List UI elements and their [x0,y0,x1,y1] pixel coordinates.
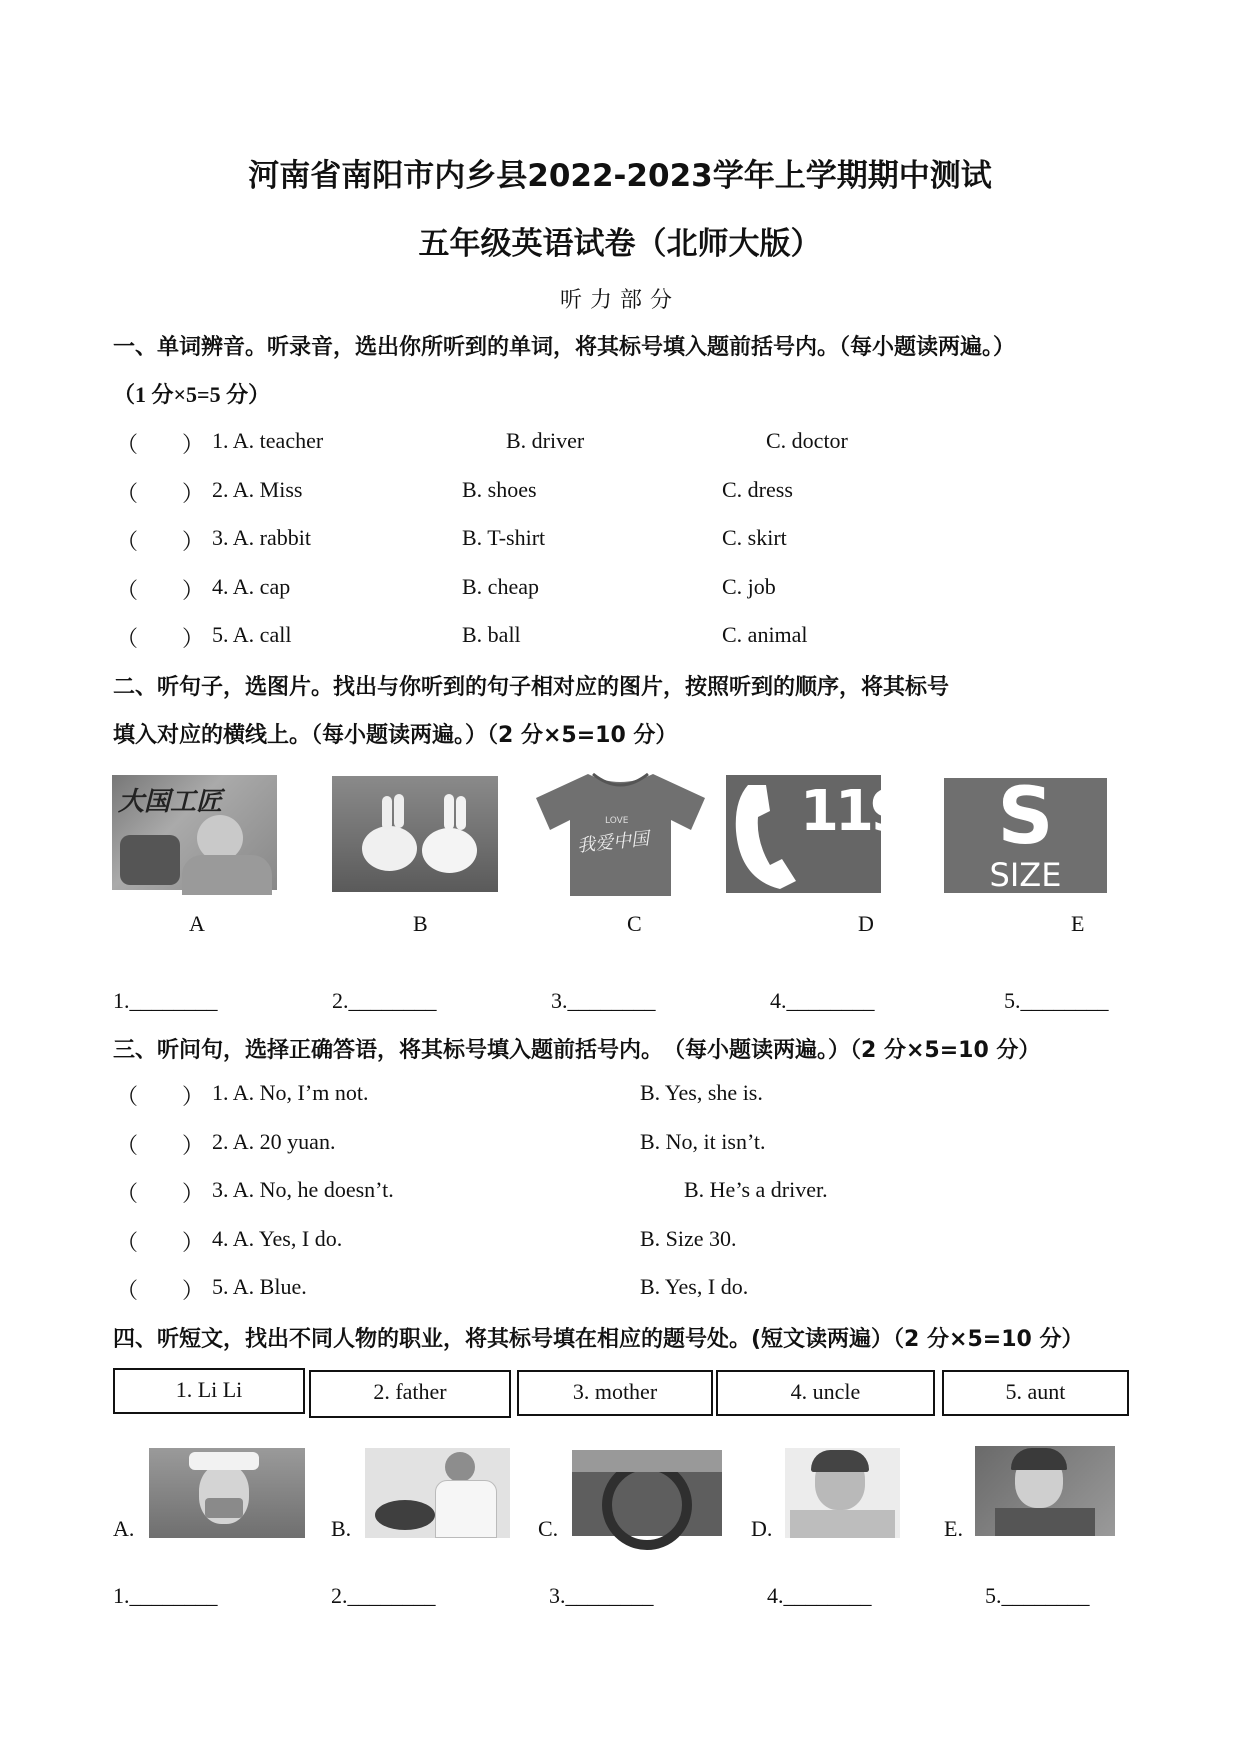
answer-parens[interactable]: （ ） [116,578,205,603]
option-a: 1. A. No, I’m not. [212,1080,369,1105]
option-a: 3. A. No, he doesn’t. [212,1177,394,1202]
size-s-photo [944,772,1107,894]
answer-blank[interactable]: 3.________ [551,988,656,1013]
photo-caption: 119 [800,779,905,844]
option-b: B. He’s a driver. [684,1177,828,1202]
picture-label: B [413,911,428,936]
option-b: B. Yes, she is. [640,1080,763,1105]
answer-parens[interactable]: （ ） [116,1278,205,1303]
option-b: B. T-shirt [462,525,546,550]
section2-heading-line1: 二、听句子，选图片。找出与你听到的句子相对应的图片，按照听到的顺序，将其标号 [113,675,950,700]
photo-caption: 大国工匠 [118,787,223,817]
reporter-photo [785,1448,900,1538]
section3-heading: 三、听问句，选择正确答语，将其标号填入题前括号内。 （每小题读两遍。）（2 分×5=10 分） [113,1038,1041,1063]
option-a: 5. A. Blue. [212,1274,307,1299]
answer-parens[interactable]: （ ） [116,481,205,506]
option-a: 3. A. rabbit [212,525,311,550]
vet-photo [365,1448,510,1538]
option-c: C. doctor [766,428,848,453]
section4-heading: 四、听短文，找出不同人物的职业，将其标号填在相应的题号处。(短文读两遍）（2 分×5=10 分） [113,1327,1084,1352]
picture-label: D [858,911,874,936]
answer-parens[interactable]: （ ） [116,529,205,554]
person-box: 2. father [309,1370,511,1418]
answer-blank[interactable]: 4.________ [767,1583,872,1608]
option-a: 5. A. call [212,622,292,647]
option-b: B. ball [462,622,521,647]
page-title: 河南省南阳市内乡县2022-2023学年上学期期中测试 [248,158,992,194]
section2-heading-line2: 填入对应的横线上。（每小题读两遍。）（2 分×5=10 分） [113,723,678,748]
tshirt-photo [533,768,708,898]
picture-label: B. [331,1516,352,1541]
answer-blank[interactable]: 1.________ [113,1583,218,1608]
option-a: 1. A. teacher [212,428,324,453]
picture-label: E [1071,911,1085,936]
nurse-photo [149,1448,305,1538]
person-box: 5. aunt [942,1370,1129,1416]
option-c: C. skirt [722,525,787,550]
option-b: B. Size 30. [640,1226,737,1251]
answer-blank[interactable]: 4.________ [770,988,875,1013]
driver-photo [572,1450,722,1536]
picture-label: C. [538,1516,559,1541]
option-b: B. driver [506,428,585,453]
option-a: 2. A. 20 yuan. [212,1129,336,1154]
person-box: 1. Li Li [113,1368,305,1414]
phone-119-photo [726,775,905,893]
answer-blank[interactable]: 2.________ [332,988,437,1013]
option-c: C. animal [722,622,808,647]
option-b: B. shoes [462,477,537,502]
answer-blank[interactable]: 1.________ [113,988,218,1013]
picture-label: D. [751,1516,773,1541]
option-c: C. job [722,574,776,599]
answer-parens[interactable]: （ ） [116,1181,205,1206]
answer-parens[interactable]: （ ） [116,1230,205,1255]
answer-parens[interactable]: （ ） [116,1133,205,1158]
welder-photo [975,1446,1115,1536]
option-b: B. Yes, I do. [640,1274,749,1299]
option-a: 2. A. Miss [212,477,303,502]
photo-caption: S [997,772,1054,862]
option-a: 4. A. Yes, I do. [212,1226,343,1251]
person-box: 3. mother [517,1370,713,1416]
worker-photo [112,775,277,890]
picture-label: A [189,911,205,936]
rabbits-photo [332,776,498,892]
picture-label: E. [944,1516,963,1541]
picture-label: A. [113,1516,135,1541]
answer-blank[interactable]: 2.________ [331,1583,436,1608]
answer-blank[interactable]: 5.________ [1004,988,1109,1013]
listening-label: 听力部分 [559,288,680,313]
option-b: B. No, it isn’t. [640,1129,766,1154]
option-c: C. dress [722,477,793,502]
option-a: 4. A. cap [212,574,291,599]
picture-label: C [627,911,642,936]
person-box: 4. uncle [716,1370,935,1416]
answer-parens[interactable]: （ ） [116,432,205,457]
section1-heading: 一、单词辨音。听录音，选出你所听到的单词，将其标号填入题前括号内。（每小题读两遍。） [113,335,1016,360]
page-subtitle: 五年级英语试卷（北师大版） [418,226,822,262]
answer-parens[interactable]: （ ） [116,626,205,651]
answer-parens[interactable]: （ ） [116,1084,205,1109]
photo-caption: 我爱中国 [576,828,651,857]
photo-caption-size: SIZE [989,856,1062,894]
answer-blank[interactable]: 5.________ [985,1583,1090,1608]
answer-blank[interactable]: 3.________ [549,1583,654,1608]
section1-score: （1 分×5=5 分） [113,382,271,407]
option-b: B. cheap [462,574,539,599]
photo-caption-small: LOVE [605,816,629,826]
